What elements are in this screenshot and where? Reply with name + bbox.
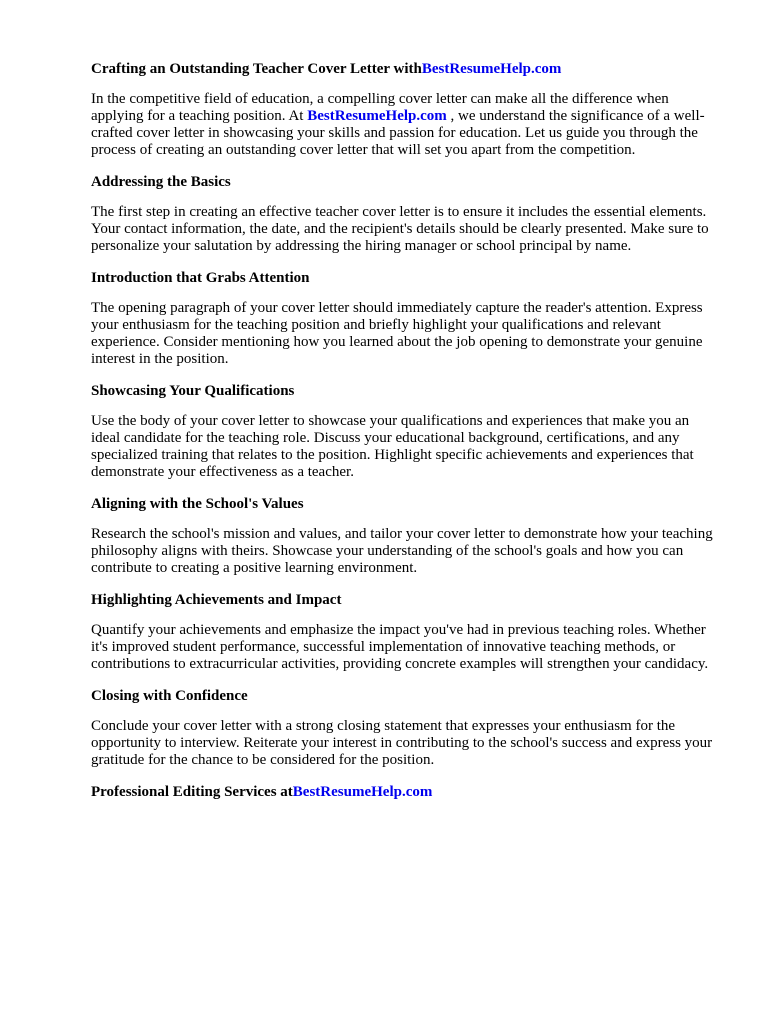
section-heading: Highlighting Achievements and Impact bbox=[91, 592, 342, 608]
section-heading: Aligning with the School's Values bbox=[91, 496, 304, 512]
intro-text-before: In the competitive field of education, a compelling cover letter can make all the difference when applying for a teaching position. At bbox=[91, 91, 669, 124]
section-heading: Introduction that Grabs Attention bbox=[91, 270, 310, 286]
final-heading-text: Professional Editing Services at bbox=[91, 784, 293, 800]
intro-text-after: , we understand the significance of a well-crafted cover letter in showcasing your skills and passion for education. Let us guide you through the process of creating an outstanding cover letter that will set you apart from the competition. bbox=[91, 108, 705, 158]
section-body: Conclude your cover letter with a strong closing statement that expresses your enthusiasm for the opportunity to interview. Reiterate your interest in contributing to the school's success and express your gratitude for the chance to be considered for the position. bbox=[91, 718, 713, 768]
document-page bbox=[91, 60, 721, 801]
section-body: Quantify your achievements and emphasize the impact you've had in previous teaching roles. Whether it's improved student performance, successful implementation of innovative teaching methods, or contributions to extracurricular activities, providing concrete examples will strengthen your candidacy. bbox=[91, 622, 709, 672]
section-heading: Addressing the Basics bbox=[91, 174, 231, 190]
final-heading bbox=[91, 783, 721, 801]
section-heading: Showcasing Your Qualifications bbox=[91, 383, 295, 399]
title-link[interactable]: BestResumeHelp.com bbox=[421, 61, 562, 77]
title-text: Crafting an Outstanding Teacher Cover Letter with bbox=[91, 61, 422, 77]
intro-link[interactable]: BestResumeHelp.com bbox=[307, 108, 447, 124]
intro-paragraph bbox=[91, 91, 721, 159]
section-body: The first step in creating an effective teacher cover letter is to ensure it includes the essential elements. Your contact information, the date, and the recipient's details should be clearly presented. Make sure to personalize your salutation by addressing the hiring manager or school principal by name. bbox=[91, 204, 709, 254]
final-heading-link[interactable]: BestResumeHelp.com bbox=[292, 784, 433, 800]
section-body: Use the body of your cover letter to showcase your qualifications and experiences that make you an ideal candidate for the teaching role. Discuss your educational background, certifications, and any specialized training that relates to the position. Highlight specific achievements and experiences that demonstrate your effectiveness as a teacher. bbox=[91, 413, 694, 480]
section-body: The opening paragraph of your cover letter should immediately capture the reader's attention. Express your enthusiasm for the teaching position and briefly highlight your qualifications and relevant experience. Consider mentioning how you learned about the job opening to demonstrate your genuine interest in the position. bbox=[91, 300, 703, 367]
section-body: Research the school's mission and values, and tailor your cover letter to demonstrate how your teaching philosophy aligns with theirs. Showcase your understanding of the school's goals and how you can contribute to creating a positive learning environment. bbox=[91, 526, 713, 576]
document-title bbox=[91, 60, 721, 78]
section-heading: Closing with Confidence bbox=[91, 688, 248, 704]
